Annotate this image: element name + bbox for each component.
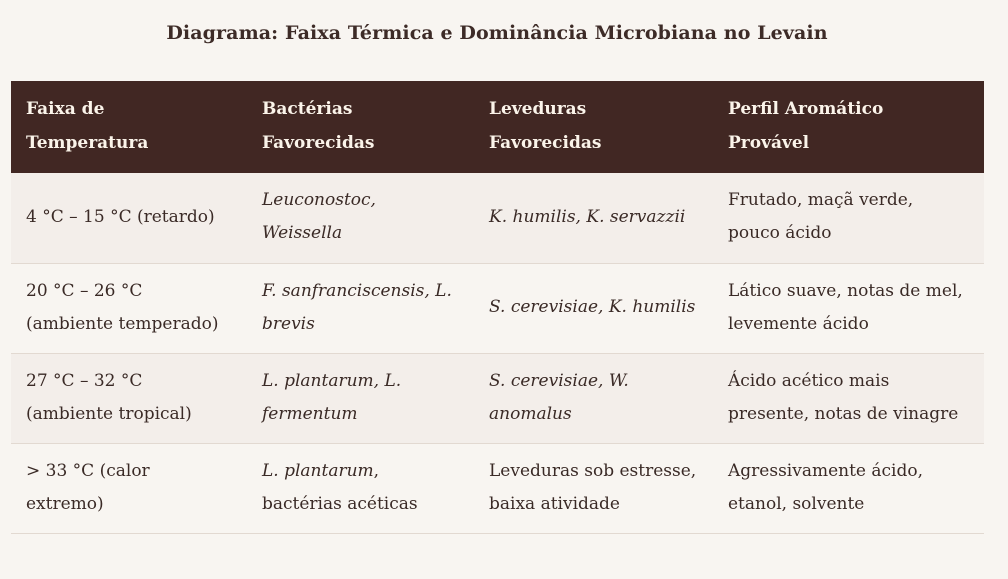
cell-temperature: 20 °C – 26 °C (ambiente temperado) (11, 263, 247, 353)
bacteria-italic: L. plantarum (262, 460, 374, 481)
cell-temperature: > 33 °C (calor extremo) (11, 443, 247, 533)
cell-aroma: Frutado, maçã verde, pouco ácido (713, 173, 984, 263)
table-body (11, 173, 984, 533)
cell-yeasts (474, 173, 713, 263)
header-aroma: Perfil Aromático Provável (713, 81, 984, 173)
cell-bacteria (247, 353, 474, 443)
header-yeasts: Leveduras Favorecidas (474, 81, 713, 173)
cell-temperature: 4 °C – 15 °C (retardo) (11, 173, 247, 263)
yeast-text: Leveduras sob estresse, baixa atividade (489, 460, 697, 514)
header-bacteria: Bactérias Favorecidas (247, 81, 474, 173)
cell-aroma: Ácido acético mais presente, notas de vinagre (713, 353, 984, 443)
table-row (11, 443, 984, 533)
bacteria-italic: L. plantarum, L. fermentum (262, 370, 402, 424)
table-row (11, 173, 984, 263)
table-row (11, 263, 984, 353)
cell-aroma: Lático suave, notas de mel, levemente ácido (713, 263, 984, 353)
cell-bacteria (247, 173, 474, 263)
header-temperature: Faixa de Temperatura (11, 81, 247, 173)
header-row (11, 81, 984, 173)
cell-bacteria (247, 443, 474, 533)
cell-temperature: 27 °C – 32 °C (ambiente tropical) (11, 353, 247, 443)
temperature-microbe-table (11, 81, 984, 534)
page-title: Diagrama: Faixa Térmica e Dominância Microbiana no Levain (166, 22, 828, 44)
bacteria-italic: Leuconostoc, Weissella (262, 190, 376, 244)
yeast-text: S. cerevisiae, K. humilis (489, 297, 696, 317)
cell-bacteria (247, 263, 474, 353)
cell-aroma: Agressivamente ácido, etanol, solvente (713, 443, 984, 533)
yeast-text: S. cerevisiae, W. anomalus (489, 370, 629, 424)
table-header (11, 81, 984, 173)
yeast-text: K. humilis, K. servazzii (489, 206, 686, 227)
cell-yeasts (474, 353, 713, 443)
cell-yeasts (474, 263, 713, 353)
bacteria-plain: , bactérias acéticas (262, 460, 418, 514)
cell-yeasts (474, 443, 713, 533)
bacteria-italic: F. sanfranciscensis, L. brevis (262, 280, 452, 334)
table-row (11, 353, 984, 443)
